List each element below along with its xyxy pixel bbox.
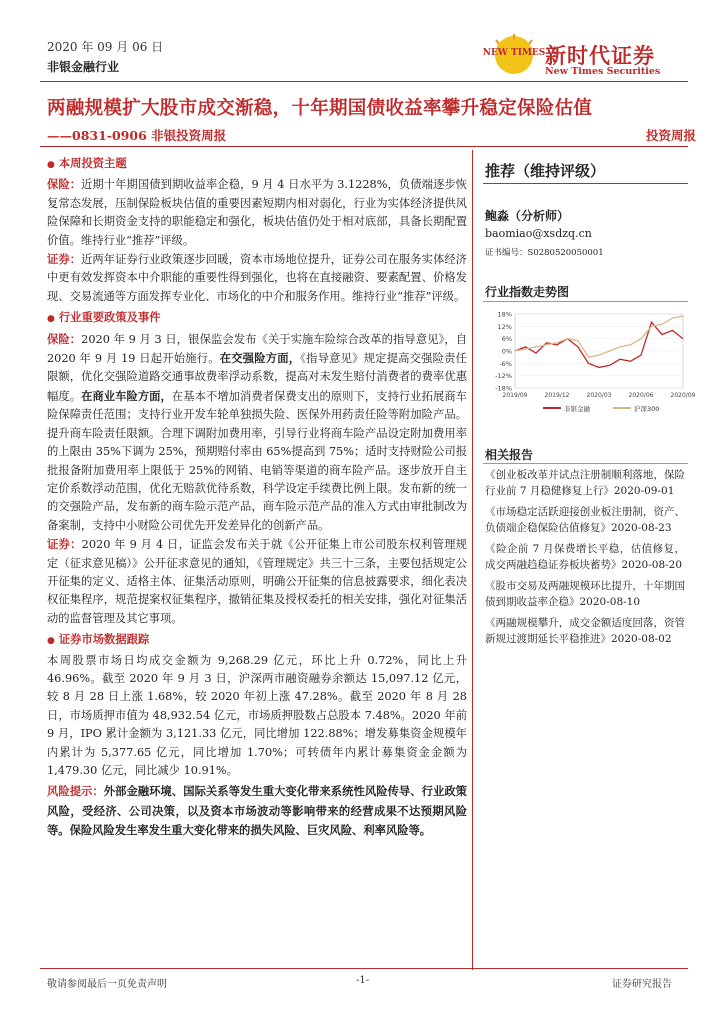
header-rule [40, 81, 688, 82]
rating-recommendation: 推荐（维持评级） [485, 162, 606, 180]
chart-x-tick-label: 2020/03 [586, 392, 612, 399]
related-report-item[interactable]: 《 险企前 7 月保费增长平稳，估值修复，成交两融趋稳证券板块蓄势》2020-08-20 [485, 542, 685, 573]
chart-y-tick-label: -12% [495, 372, 512, 381]
logo-brand-name: 新时代证券 [545, 43, 655, 68]
logo-mark-text: NEW TIMES [482, 48, 546, 58]
chart-y-tick-label: 18% [497, 310, 512, 319]
page-title: 两融规模扩大股市成交渐稳，十年期国债收益率攀升稳定保险估值 [47, 98, 593, 119]
chart-title: 行业指数走势图 [485, 285, 570, 299]
chart-y-tick-label: -6% [499, 359, 512, 368]
footer-report-type: 证券研究报告 [612, 979, 672, 990]
page-subtitle: ——0831-0906 非银投资周报 [47, 128, 227, 143]
report-date: 2020 年 09 月 06 日 [47, 40, 164, 54]
related-reports-rule [483, 463, 688, 464]
chart-y-tick-label: 0% [501, 347, 512, 356]
paragraph-market-data: 本周股票市场日均成交金额为 9,268.29 亿元，环比上升 0.72%，同比上升 46.96%。截至 2020 年 9 月 3 日，沪深两市融资融券余额达 15,097.12 亿元，较 8 月 28 日上涨 1.68%，较 2020 年初上涨 47.28%。截至 2020 年 8 月 28 日，市场质押市值为 48,932.54 亿元，市场质押股数占总股本 7.48%。2020 年前 9 月，IPO 累计金额为 3,121.33 亿元，同比增加 122.88%；增发募集资金规模年内累计为 5,377.65 亿元，同比增加 1.70%；可转债年内累计募集资金金额为 1,479.30 亿元，同比减少 10.91%。 [47, 653, 467, 777]
page-number: -1- [356, 975, 370, 986]
paragraph-insurance-theme: 保险：近期十年期国债到期收益率企稳，9 月 4 日水平为 3.1228%，负债端逐步恢复常态发展，压制保险板块估值的重要因素短期内相对弱化，行业为实体经济提供风险保障和长期资金支持的职能稳定和强化，板块估值仍处于相对底部，具备长期配置价值。维持行业“推荐”评级。 [47, 177, 467, 247]
paragraph-securities-theme: 证券：近两年证券行业政策逐步回暖，资本市场地位提升，证券公司在服务实体经济中更有效发挥资本中介职能的重要性得到强化，也将在直接融资、要素配置、价格发现、交易流通等方面发挥专业化、市场化的中介和服务作用。维持行业“推荐”评级。 [47, 252, 467, 303]
related-report-item[interactable]: 《 两融规模攀升，成交金额适度回落，资管新规过渡期延长平稳推进》2020-08-02 [485, 616, 685, 647]
paragraph-label: 保险： [47, 331, 82, 346]
column-divider [472, 150, 473, 970]
related-report-item[interactable]: 《 股市交易及两融规模环比提升，十年期国债到期收益率企稳》2020-08-10 [485, 579, 685, 610]
footer-rule [40, 968, 688, 969]
analyst-email[interactable]: baomiao@xsdzq.cn [485, 227, 592, 240]
footer-disclaimer: 敬请参阅最后一页免责声明 [47, 979, 167, 990]
chart-x-tick-label: 2020/06 [628, 392, 654, 399]
related-report-item[interactable]: 《 市场稳定活跃迎接创业板注册制，资产、负债端企稳保险估值修复》2020-08-23 [485, 505, 685, 536]
section-heading: ● 证券市场数据跟踪 [47, 630, 467, 650]
risk-warning: 风险提示：外部金融环境、国际关系等发生重大变化带来系统性风险传导、行业政策风险，受经济、公司决策，以及资本市场波动等影响带来的经营成果不达预期风险等。保险风险发生率发生重大变化带来的损失风险、巨灾风险、利率风险等。 [47, 784, 467, 838]
analyst-certificate: 证书编号：S0280520050001 [485, 248, 604, 258]
chart-title-rule [483, 301, 688, 302]
report-type-tag: 投资周报 [646, 128, 697, 143]
related-report-item[interactable]: 《 创业板改革并试点注册制顺利落地，保险行业前 7 月稳健修复上行》2020-09-01 [485, 468, 685, 499]
chart-legend-label: 非银金融 [564, 405, 590, 413]
paragraph-label: 证券： [47, 252, 82, 267]
chart-y-tick-label: 6% [501, 335, 512, 344]
paragraph-securities-policy: 证券：2020 年 9 月 4 日，证监会发布关于就《公开征集上市公司股东权利管理规定（征求意见稿）》公开征求意见的通知，《管理规定》共三十三条，主要包括规定公开征集的定义、适格主体、征集活动原则，明确公开征集的信息披露要求，细化表决权征集程序，规范提案权征集程序，撤销征集及授权委托的相关安排，强化对征集活动的监督管理及其它事项。 [47, 537, 467, 625]
logo-brand-en: New Times Securities [545, 66, 661, 77]
chart-x-tick-label: 2019/12 [544, 392, 570, 399]
paragraph-label: 保险： [47, 177, 82, 192]
chart-x-tick-label: 2020/09 [670, 392, 696, 399]
rating-rule [483, 183, 688, 184]
index-trend-chart [483, 306, 696, 426]
paragraph-label: 证券： [47, 537, 82, 552]
section-heading: ● 本周投资主题 [47, 154, 467, 174]
chart-x-tick-label: 2019/09 [502, 392, 528, 399]
analyst-name: 鲍淼（分析师） [485, 209, 570, 223]
chart-y-tick-label: -18% [495, 384, 512, 393]
chart-series-line [515, 322, 683, 367]
chart-legend-label: 沪深300 [634, 405, 660, 413]
section-heading: ● 行业重要政策及事件 [47, 308, 467, 328]
title-rule [40, 146, 688, 147]
paragraph-insurance-policy: 保险：2020 年 9 月 3 日，银保监会发布《关于实施车险综合改革的指导意见》，自 2020 年 9 月 19 日起开始施行。在交强险方面，《指导意见》规定提高交强险责任限额，优化交强险道路交通事故费率浮动系数，提高对未发生赔付消费者的费率优惠幅度。在商业车险方面，在基本不增加消费者保费支出的原则下，支持行业拓展商车险保障责任范围；支持行业开发车轮单独损失险、医保外用药责任险等附加险产品。提升商车险责任限额。合理下调附加费用率，引导行业将商车险产品设定附加费用率的上限由 35%下调为 25%，预期赔付率由 65%提高到 75%；适时支持财险公司报批报备附加费用率上限低于 25%的网销、电销等渠道的商车险产品。逐步放开自主定价系数浮动范围，优化无赔款优待系数，科学设定手续费比例上限。发布新的统一的交强险产品，发布新的商车险示范产品，商车险示范产品的准入方式由审批制改为备案制，支持中小财险公司优先开发差异化的创新产品。 [47, 331, 467, 532]
related-reports-title: 相关报告 [485, 448, 534, 462]
related-reports-list [485, 468, 685, 653]
logo-mark-icon [482, 33, 546, 79]
report-sector: 非银金融行业 [47, 60, 120, 74]
risk-warning-label: 风险提示： [47, 784, 104, 799]
main-column [47, 152, 467, 841]
chart-y-tick-label: 12% [497, 322, 512, 331]
